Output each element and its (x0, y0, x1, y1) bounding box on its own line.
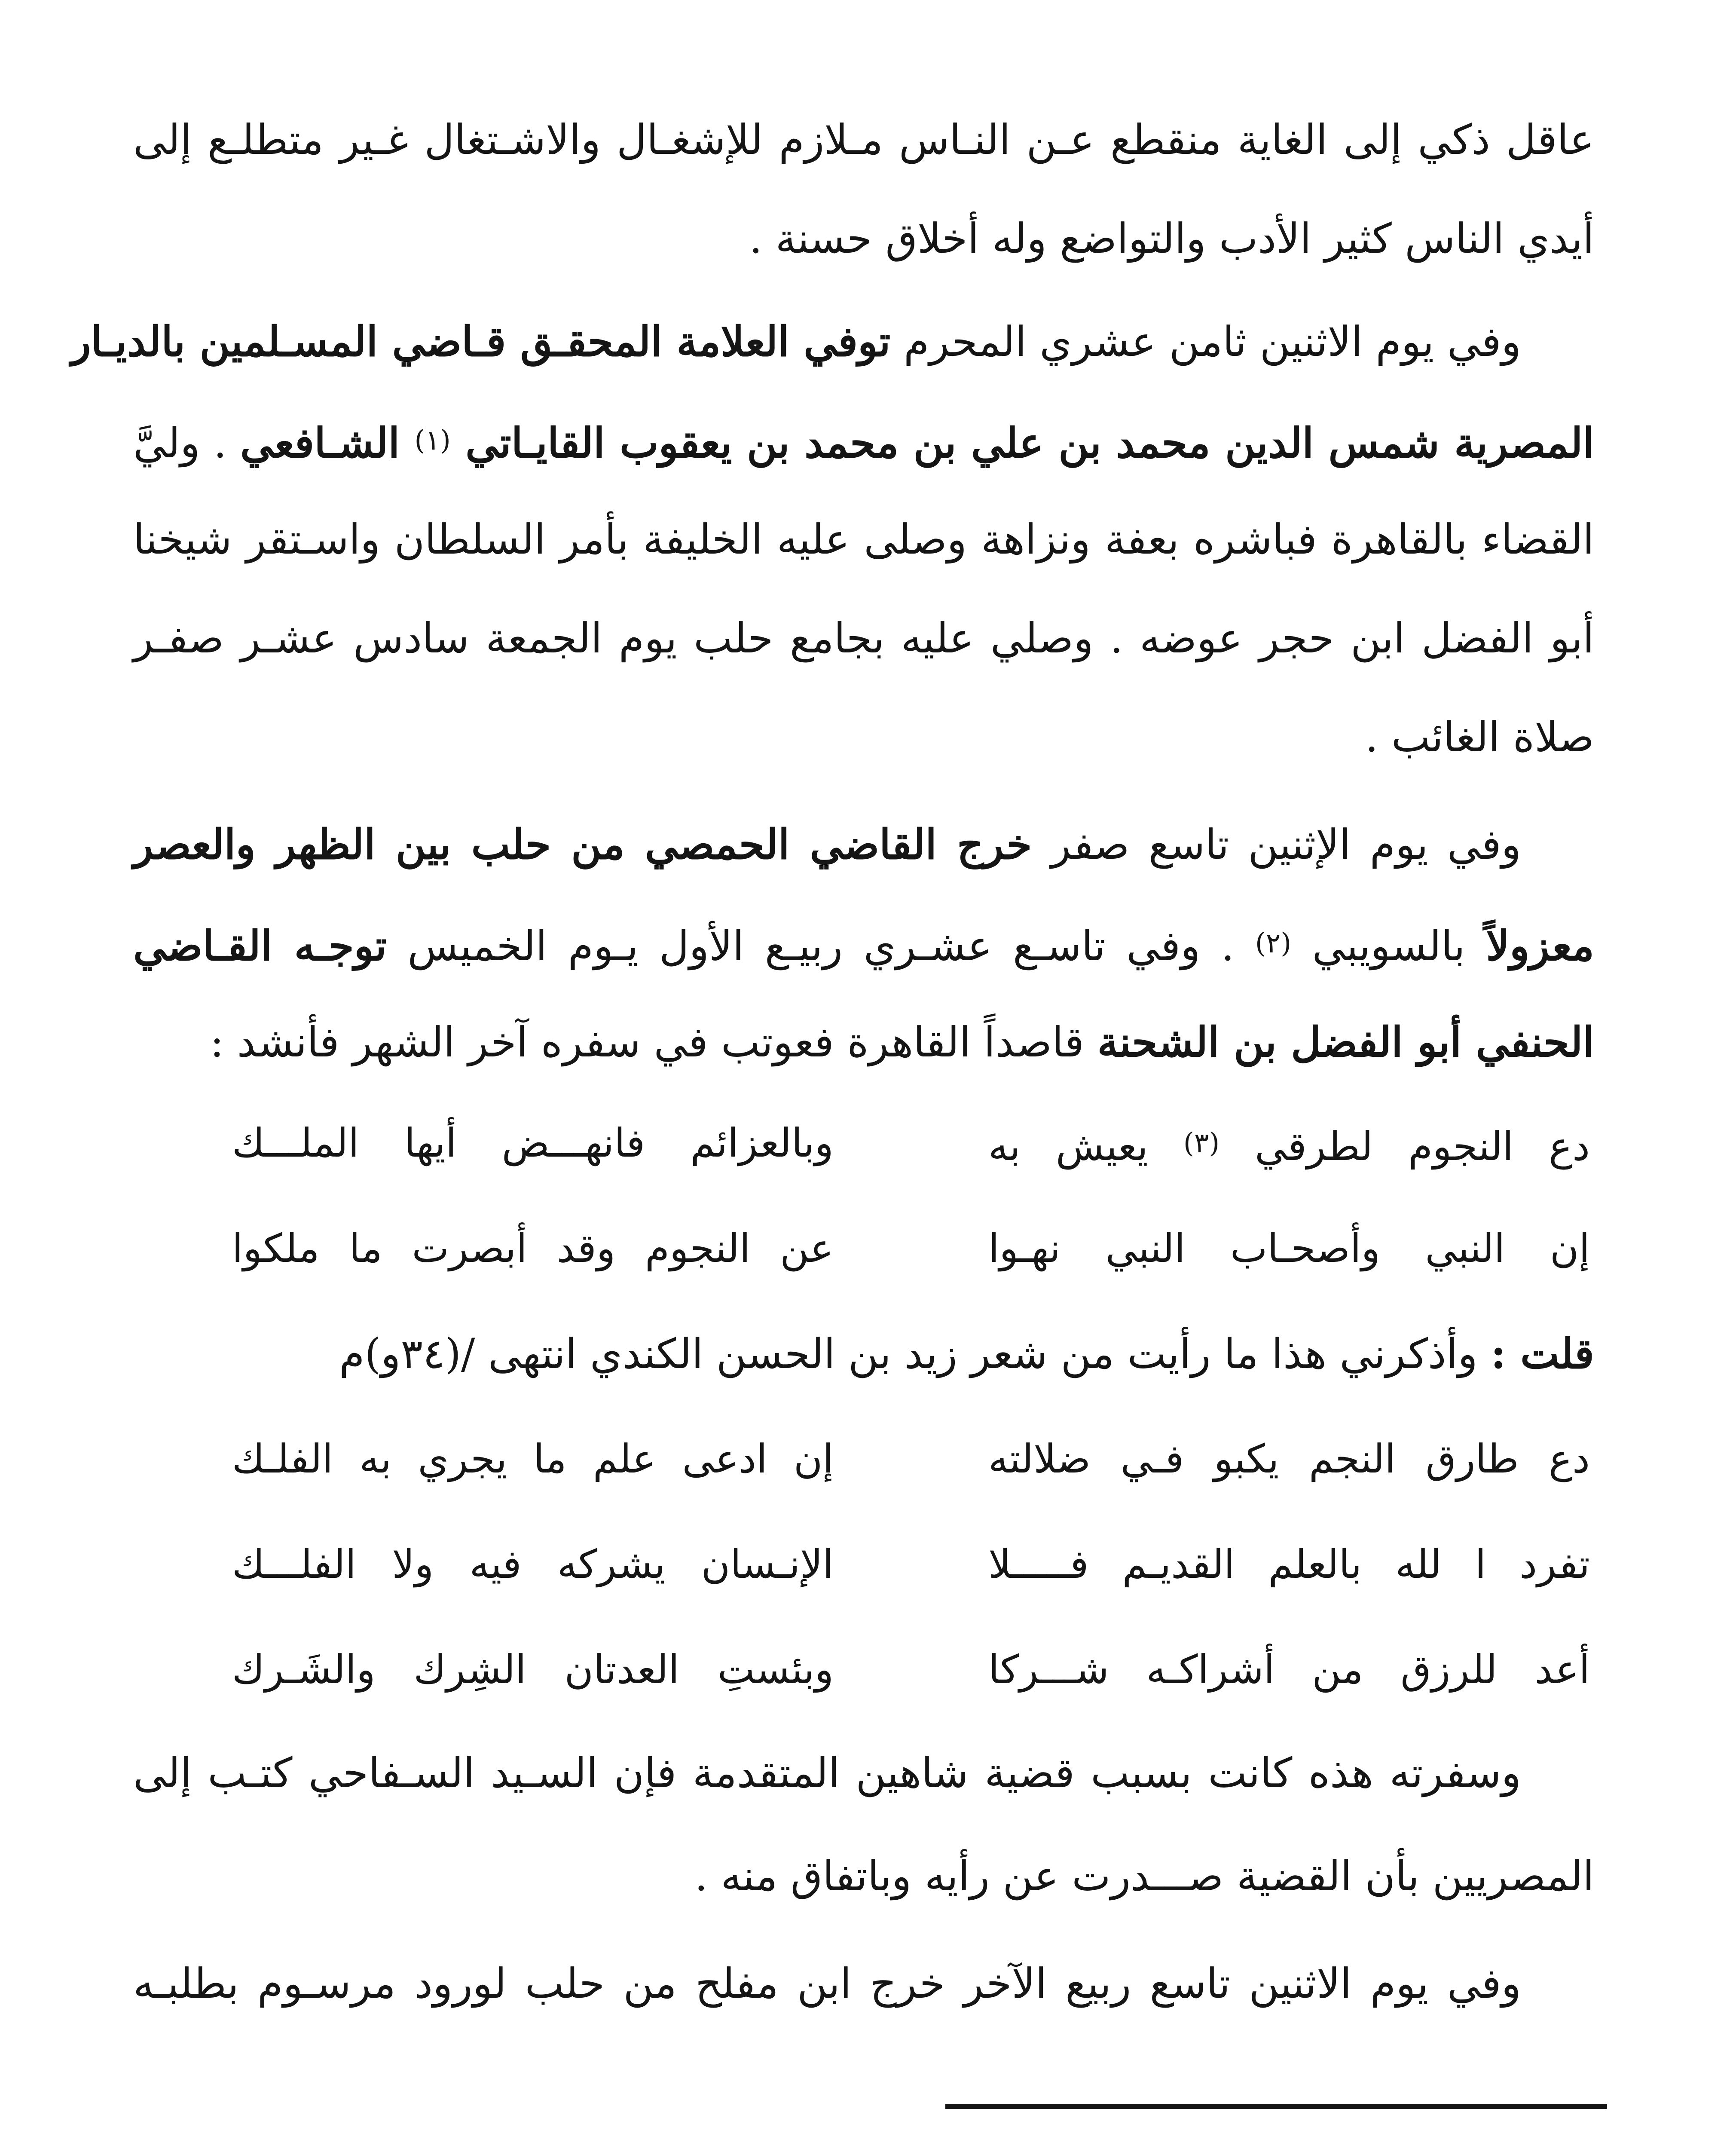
verse-first-hemistich (988, 1115, 1590, 1171)
verse-text: دع طارق النجم يكبو فـي ضلالته (988, 1436, 1590, 1482)
text-run: صلاة الغائب . (1365, 713, 1594, 761)
verse-text: تفرد ا لله بالعلم القديـم فـــــلا (988, 1541, 1590, 1587)
text-run: وأذكرني هذا ما رأيت من شعر زيد بن الحسن الكندي انتهى /(٣٤و)م (339, 1330, 1491, 1378)
text-run: بالسويبي (1291, 922, 1486, 970)
verse-text: وبالعزائم فانهـــض أيها الملـــك (232, 1120, 834, 1166)
verse-text: إن النبي وأصحـاب النبي نهـوا (988, 1225, 1590, 1271)
text-run: عاقل ذكي إلى الغاية منقطع عـن النـاس مـلازم للإشغـال والاشـتغال غـير متطلـع إلى (133, 116, 1594, 164)
text-line (133, 1326, 1594, 1382)
verse-first-hemistich (988, 1431, 1590, 1487)
verse-second-hemistich (232, 1642, 834, 1698)
footnote-ref[interactable]: (٢) (1255, 928, 1292, 959)
verse-text: يعيش به (988, 1123, 1183, 1169)
bold-run: توجـه القـاضي (133, 921, 387, 970)
text-run: . وفي تاسـع عشـري ربيـع الأول يـوم الخميس (386, 922, 1255, 970)
verse-text: عن النجوم وقد أبصرت ما ملكوا (232, 1225, 834, 1271)
text-line (133, 709, 1594, 765)
text-line (133, 1848, 1594, 1904)
text-run: قاصداً القاهرة فعوتب في سفره آخر الشهر فأنشد : (210, 1018, 1097, 1066)
verse-text: وبئستِ العدتان الشِرك والشَـرك (232, 1647, 834, 1693)
text-run: القضاء بالقاهرة فباشره بعفة ونزاهة وصلى عليه الخليفة بأمر السلطان واسـتقر شيخنا (133, 515, 1595, 563)
text-line (133, 112, 1594, 168)
verse-text: أعد للرزق من أشراكـه شـــركا (988, 1647, 1590, 1693)
bold-run: الشـافعي (240, 419, 415, 467)
text-run: وفي يوم الإثنين تاسع صفر (1032, 820, 1522, 869)
bold-run: توفي العلامة المحقـق قـاضي المسـلمين بالديـار (71, 317, 891, 366)
text-line (133, 1014, 1594, 1070)
text-line (133, 511, 1594, 567)
bold-run: معزولاً (1486, 921, 1595, 970)
text-line (133, 610, 1594, 666)
verse-first-hemistich (988, 1537, 1590, 1592)
text-line (133, 1956, 1594, 2011)
footnote-ref[interactable]: (٣) (1183, 1127, 1220, 1159)
verse-first-hemistich (988, 1642, 1590, 1698)
text-line (133, 915, 1594, 971)
verse-second-hemistich (232, 1537, 834, 1592)
text-run: أبو الفضل ابن حجر عوضه . وصلي عليه بجامع حلب يوم الجمعة سادس عشـر صفـر (133, 614, 1594, 662)
text-run: وسفرته هذه كانت بسبب قضية شاهين المتقدمة فإن السـيد السـفاحي كتـب إلى (133, 1749, 1521, 1797)
text-line (133, 817, 1594, 872)
text-line (133, 211, 1594, 266)
footnote-separator (945, 2104, 1607, 2109)
text-run: . وليَّ (133, 419, 241, 467)
verse-text: الإنـسان يشركه فيه ولا الفلـــك (232, 1541, 834, 1587)
bold-run: خرج القاضي الحمصي من حلب بين الظهر والعصر (133, 820, 1032, 869)
verse-second-hemistich (232, 1115, 834, 1171)
text-run: أيدي الناس كثير الأدب والتواضع وله أخلاق حسنة . (749, 214, 1594, 263)
bold-run: المصرية شمس الدين محمد بن علي بن محمد بن يعقوب القايـاتي (450, 419, 1595, 467)
verse-text: دع النجوم لطرقي (1219, 1123, 1590, 1169)
verse-text: إن ادعى علم ما يجري به الفلـك (232, 1436, 834, 1482)
text-run: وفي يوم الاثنين ثامن عشري المحرم (890, 318, 1521, 366)
verse-second-hemistich (232, 1431, 834, 1487)
verse-second-hemistich (232, 1221, 834, 1277)
verse-first-hemistich (988, 1221, 1590, 1277)
footnote-ref[interactable]: (١) (414, 425, 451, 456)
bold-run: الحنفي أبو الفضل بن الشحنة (1097, 1018, 1594, 1066)
text-line (133, 1745, 1594, 1801)
text-line (133, 413, 1594, 468)
text-run: وفي يوم الاثنين تاسع ربيع الآخر خرج ابن مفلح من حلب لورود مرسـوم بطلبـه (133, 1959, 1521, 2008)
text-run: المصريين بأن القضية صـــدرت عن رأيه وباتفاق منه . (694, 1852, 1594, 1900)
bold-run: قلت : (1491, 1329, 1594, 1378)
text-line (71, 314, 1594, 370)
